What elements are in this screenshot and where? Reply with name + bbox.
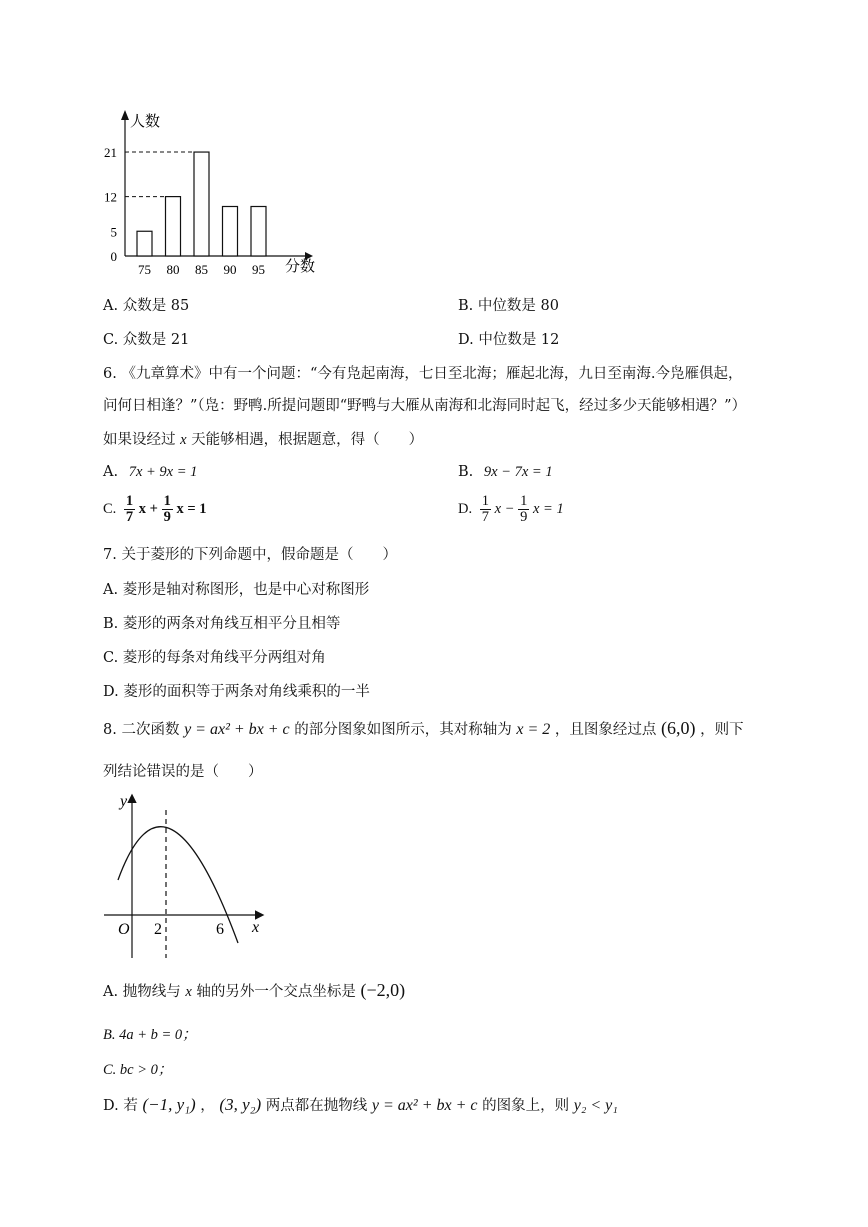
q8-stem-b: 的部分图象如图所示，其对称轴为 (294, 722, 512, 738)
q8-option-a-point: (−2,0) (360, 980, 406, 1000)
q5-option-c: C. 众数是 21 (103, 332, 190, 348)
q8-stem-function: y = ax² + bx + c (184, 721, 290, 738)
bar-85 (194, 152, 209, 256)
bar-chart (95, 108, 325, 278)
q8-option-a-a: A. 抛物线与 (103, 984, 181, 1000)
q6-option-a-label: A. (103, 464, 119, 480)
q8-stem-line2: 列结论错误的是（ ） (103, 764, 263, 780)
q6-option-d-mid: x − (494, 501, 515, 518)
q6-option-d-label: D. (458, 501, 473, 518)
q5-option-d: D. 中位数是 12 (458, 332, 560, 348)
frac-num: 1 (163, 493, 171, 509)
x-axis-label: x (252, 919, 260, 936)
q8-option-d-a: D. 若 (103, 1098, 138, 1114)
frac-den: 7 (481, 509, 489, 526)
q6-option-d-frac1 (480, 494, 491, 525)
q8-option-d-point1: (−1, y₁) (142, 1095, 196, 1114)
q5-option-a: A. 众数是 85 (103, 298, 190, 314)
q6-option-c-frac1 (124, 494, 135, 525)
frac-num: 1 (125, 493, 134, 509)
bar-75 (137, 231, 152, 256)
q8-option-d-point2: (3, y₂) (219, 1095, 262, 1114)
y-tick-label: 12 (104, 189, 117, 205)
q6-option-a (103, 464, 197, 481)
tick-2-label: 2 (154, 921, 162, 938)
q8-option-a-var: x (185, 984, 192, 1000)
q6-option-b-label: B. (458, 464, 474, 480)
q8-option-d-function: y = ax² + bx + c (371, 1097, 478, 1114)
frac-den: 9 (520, 509, 528, 526)
q6-option-d-frac2 (518, 494, 529, 525)
q8-option-c: C. bc > 0； (103, 1062, 173, 1078)
q8-option-d-inequality: y₂ < y₁ (573, 1097, 618, 1114)
q6-option-c-frac2 (162, 494, 173, 525)
q8-option-a-b: 轴的另外一个交点坐标是 (196, 984, 356, 1000)
q6-line3-a: 如果设经过 (103, 432, 176, 448)
x-tick-label: 90 (223, 262, 237, 277)
x-tick-label: 75 (138, 262, 151, 277)
frac-num: 1 (520, 493, 528, 509)
q6-variable: x (180, 432, 187, 448)
x-axis-label: 分数 (285, 259, 316, 275)
q8-option-a (103, 980, 405, 1001)
q8-option-d (103, 1094, 618, 1115)
q6-option-d-end: x = 1 (532, 501, 564, 518)
q6-option-a-math: 7x + 9x = 1 (128, 464, 198, 480)
q7-option-b: B. 菱形的两条对角线互相平分且相等 (103, 616, 341, 632)
y-axis-label: 人数 (130, 114, 161, 130)
q8-stem-d: ，则下 (700, 722, 744, 738)
frac-den: 9 (163, 509, 171, 526)
frac-num: 1 (481, 493, 489, 509)
x-tick-label: 85 (195, 262, 208, 277)
tick-6-label: 6 (216, 921, 224, 938)
q6-line3 (103, 428, 423, 449)
y-tick-label: 21 (104, 145, 117, 161)
frac-den: 7 (125, 509, 134, 526)
bar-layer (104, 110, 315, 277)
bar-90 (223, 207, 238, 257)
q8-stem-c: ，且图象经过点 (554, 722, 657, 738)
q8-option-b: B. 4a + b = 0； (103, 1027, 197, 1043)
x-tick-label: 95 (252, 262, 265, 277)
q8-option-d-b: 两点都在抛物线 (265, 1098, 368, 1114)
q6-option-c-end: x = 1 (176, 501, 207, 518)
q6-option-d (458, 494, 564, 525)
q8-option-d-c: 的图象上，则 (482, 1098, 570, 1114)
q6-option-c (103, 494, 206, 525)
q7-option-d: D. 菱形的面积等于两条对角线乘积的一半 (103, 684, 370, 700)
y-tick-label: 0 (110, 249, 117, 264)
q7-stem: 7. 关于菱形的下列命题中，假命题是（ ） (103, 547, 397, 563)
q6-option-c-mid: x + (138, 501, 158, 518)
q8-stem-a: 8. 二次函数 (103, 722, 180, 738)
bar-95 (251, 207, 266, 257)
q6-option-b-math: 9x − 7x = 1 (483, 464, 553, 480)
y-tick-label: 5 (110, 224, 117, 240)
bar-80 (166, 197, 181, 256)
q8-stem-line1 (103, 718, 744, 739)
q6-line1: 6. 《九章算术》中有一个问题：“今有凫起南海，七日至北海；雁起北海，九日至南海.今凫雁俱起， (103, 366, 743, 382)
q6-option-b (458, 464, 553, 481)
q7-option-c: C. 菱形的每条对角线平分两组对角 (103, 650, 326, 666)
q8-stem-axis: x = 2 (516, 721, 551, 738)
q8-stem-point: (6,0) (661, 718, 696, 738)
q5-option-b: B. 中位数是 80 (458, 298, 559, 314)
q7-option-a: A. 菱形是轴对称图形，也是中心对称图形 (103, 582, 370, 598)
parabola-graph (100, 788, 270, 963)
q6-option-c-label: C. (103, 501, 117, 518)
origin-label: O (118, 921, 130, 938)
q8-option-d-sep: ， (200, 1098, 215, 1114)
q6-line2: 问何日相逢？”（凫：野鸭.所提问题即“野鸭与大雁从南海和北海同时起飞，经过多少天能够相遇？”） (103, 398, 747, 414)
y-axis-arrow (121, 110, 129, 120)
x-tick-label: 80 (166, 262, 180, 277)
q6-line3-b: 天能够相遇，根据题意，得（ ） (191, 432, 424, 448)
y-axis-label: y (120, 793, 128, 810)
